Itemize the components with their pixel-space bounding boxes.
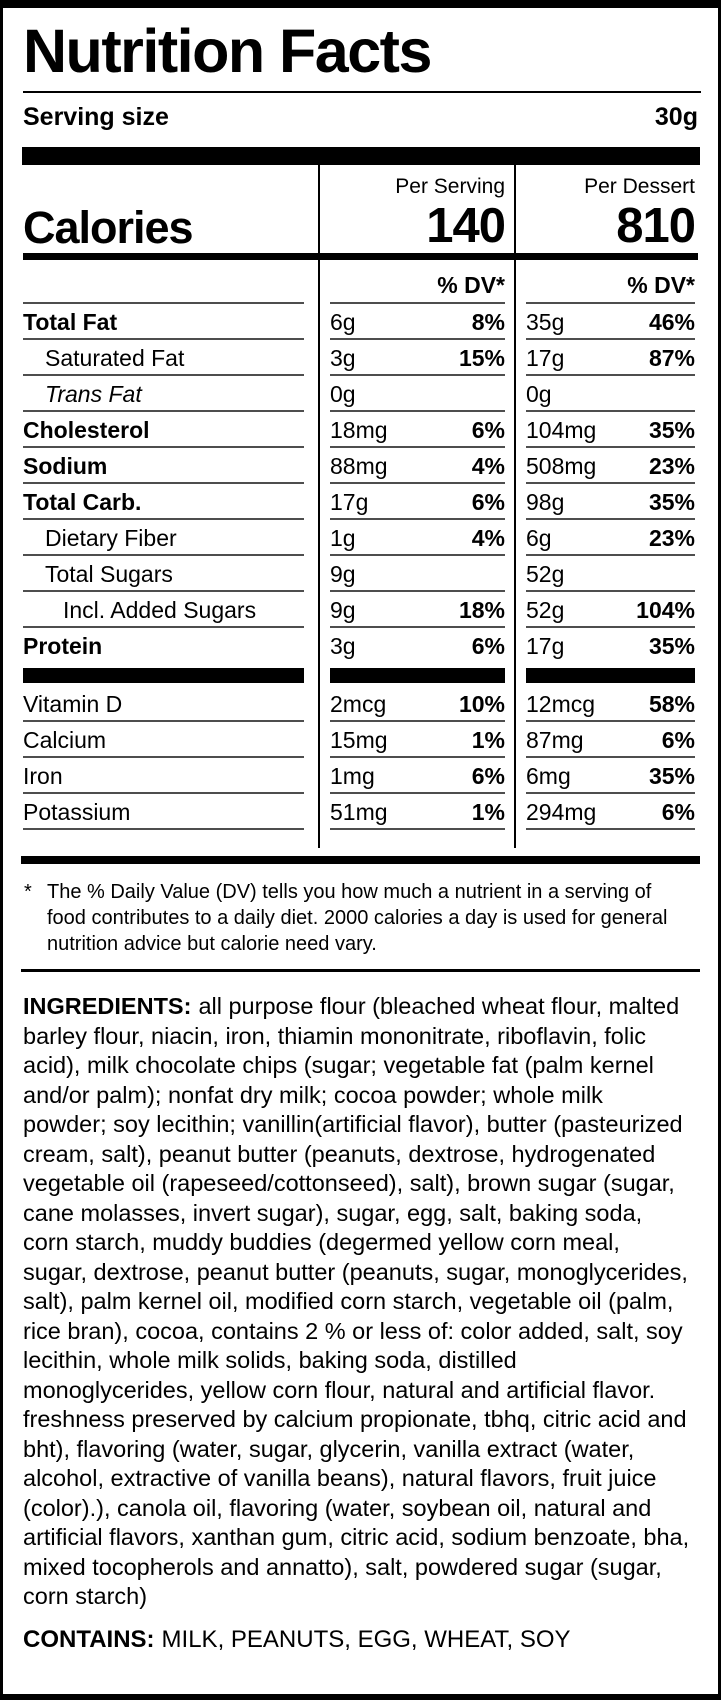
- nutrient-row-trans-fat: [23, 376, 698, 412]
- nutrient-name: Potassium: [23, 799, 131, 825]
- per-dessert-value-cell: [514, 556, 698, 592]
- amount: 52g: [526, 597, 565, 623]
- daily-value-percent: 10%: [458, 691, 505, 717]
- per-serving-value-cell: [318, 722, 514, 758]
- nutrient-name-cell: [23, 794, 318, 830]
- daily-value-percent: 58%: [648, 691, 695, 717]
- footnote-divider-rule: [21, 969, 700, 972]
- per-serving-value-cell: [318, 758, 514, 794]
- per-serving-dv-header: % DV*: [318, 260, 514, 304]
- amount: 0g: [330, 381, 356, 407]
- section-separator-row: [23, 664, 698, 686]
- per-dessert-value-cell: [514, 722, 698, 758]
- nutrient-row-protein: [23, 628, 698, 664]
- daily-value-percent: 23%: [648, 453, 695, 479]
- amount: 12mcg: [526, 691, 596, 717]
- nutrient-name-cell: [23, 628, 318, 664]
- title-rule: [23, 91, 701, 93]
- daily-value-percent: 87%: [648, 345, 695, 371]
- nutrient-rows: [3, 304, 718, 664]
- amount: 17g: [526, 633, 565, 659]
- daily-value-percent: 8%: [471, 309, 505, 335]
- daily-value-percent: 104%: [636, 597, 695, 623]
- calories-section: [23, 165, 698, 260]
- per-serving-value-cell: [318, 520, 514, 556]
- amount: 17g: [526, 345, 565, 371]
- daily-value-percent: 23%: [648, 525, 695, 551]
- nutrient-row-incl-added-sugars: [23, 592, 698, 628]
- micronutrient-rows: [3, 686, 718, 830]
- daily-value-header-row: [23, 260, 698, 304]
- nutrient-name: Sodium: [23, 453, 108, 479]
- nutrient-row-saturated-fat: [23, 340, 698, 376]
- serving-size-value: 30g: [654, 103, 698, 131]
- nutrient-row-iron: [23, 758, 698, 794]
- contains-text: MILK, PEANUTS, EGG, WHEAT, SOY: [161, 1625, 571, 1653]
- nutrient-name-cell: [23, 376, 318, 412]
- per-serving-value-cell: [318, 628, 514, 664]
- nutrient-name-cell: [23, 340, 318, 376]
- amount: 1mg: [330, 763, 375, 789]
- nutrient-row-dietary-fiber: [23, 520, 698, 556]
- table-bottom-spacer: [23, 830, 698, 848]
- daily-value-percent: 18%: [458, 597, 505, 623]
- daily-value-percent: 1%: [471, 727, 505, 753]
- amount: 15mg: [330, 727, 388, 753]
- separator-bar-top: [22, 147, 700, 165]
- per-dessert-value-cell: [514, 794, 698, 830]
- nutrient-row-calcium: [23, 722, 698, 758]
- nutrient-name: Calcium: [23, 727, 107, 753]
- daily-value-percent: 6%: [661, 799, 695, 825]
- per-serving-value-cell: [318, 376, 514, 412]
- nutrient-name: Saturated Fat: [45, 345, 185, 371]
- amount: 6mg: [526, 763, 571, 789]
- per-dessert-value-cell: [514, 520, 698, 556]
- separator-segment: [318, 664, 514, 686]
- nutrient-name-cell: [23, 448, 318, 484]
- dv-footnote: [24, 879, 694, 957]
- nutrient-name-cell: [23, 592, 318, 628]
- daily-value-percent: 6%: [471, 489, 505, 515]
- per-serving-value-cell: [318, 686, 514, 722]
- dv-header-spacer: [23, 260, 318, 304]
- per-dessert-value-cell: [514, 412, 698, 448]
- nutrient-name: Total Carb.: [23, 489, 142, 515]
- amount: 9g: [330, 597, 356, 623]
- per-dessert-value-cell: [514, 340, 698, 376]
- per-dessert-value-cell: [514, 376, 698, 412]
- daily-value-percent: 35%: [648, 633, 695, 659]
- per-serving-value-cell: [318, 340, 514, 376]
- nutrient-name: Total Sugars: [45, 561, 173, 587]
- nutrient-name-cell: [23, 484, 318, 520]
- daily-value-percent: 1%: [471, 799, 505, 825]
- footnote-asterisk: *: [24, 881, 32, 903]
- amount: 17g: [330, 489, 369, 515]
- contains-label: CONTAINS:: [23, 1625, 155, 1653]
- nutrient-row-total-sugars: [23, 556, 698, 592]
- amount: 3g: [330, 345, 356, 371]
- amount: 87mg: [526, 727, 584, 753]
- contains-line: [23, 1625, 690, 1655]
- per-dessert-value-cell: [514, 758, 698, 794]
- per-serving-calories-cell: [318, 165, 514, 260]
- per-serving-column-header: Per Serving: [395, 175, 505, 198]
- amount: 51mg: [330, 799, 388, 825]
- daily-value-percent: 35%: [648, 763, 695, 789]
- nutrient-name-cell: [23, 412, 318, 448]
- label-title: Nutrition Facts: [23, 17, 431, 85]
- per-serving-value-cell: [318, 592, 514, 628]
- daily-value-percent: 35%: [648, 489, 695, 515]
- daily-value-percent: 6%: [471, 763, 505, 789]
- per-serving-value-cell: [318, 484, 514, 520]
- per-dessert-value-cell: [514, 484, 698, 520]
- per-dessert-value-cell: [514, 592, 698, 628]
- amount: 104mg: [526, 417, 597, 443]
- serving-size-label: Serving size: [23, 103, 169, 131]
- per-serving-value-cell: [318, 556, 514, 592]
- daily-value-percent: 46%: [648, 309, 695, 335]
- daily-value-percent: 4%: [471, 525, 505, 551]
- per-serving-value-cell: [318, 412, 514, 448]
- nutrient-name-cell: [23, 686, 318, 722]
- nutrient-row-sodium: [23, 448, 698, 484]
- nutrient-row-vitamin-d: [23, 686, 698, 722]
- nutrient-name: Total Fat: [23, 309, 118, 335]
- amount: 18mg: [330, 417, 388, 443]
- separator-segment: [514, 664, 698, 686]
- nutrient-name-cell: [23, 520, 318, 556]
- amount: 98g: [526, 489, 565, 515]
- amount: 0g: [526, 381, 552, 407]
- amount: 88mg: [330, 453, 388, 479]
- per-dessert-value-cell: [514, 686, 698, 722]
- per-dessert-value-cell: [514, 448, 698, 484]
- per-serving-value-cell: [318, 448, 514, 484]
- nutrient-name-cell: [23, 722, 318, 758]
- ingredients-text: all purpose flour (bleached wheat flour, malted barley flour, niacin, iron, thiamin mononitrate, riboflavin, folic acid), milk chocolate chips (sugar; vegetable fat (palm kernel and/or palm); nonfat dry milk; cocoa powder; whole milk powder; soy lecithin; vanillin(artificial flavor), butter (pasteurized cream, salt), peanut butter (peanuts, dextrose, hydrogenated vegetable oil (rapeseed/cottonseed), salt), brown sugar (sugar, cane molasses, invert sugar), sugar, egg, salt, baking soda, corn starch, muddy buddies (degermed yellow corn meal, sugar, dextrose, peanut butter (peanuts, sugar, monoglycerides, salt), palm kernel oil, modified corn starch, vegetable oil (palm, rice bran), cocoa, contains 2 % or less of: color added, salt, soy lecithin, whole milk solids, baking soda, distilled monoglycerides, yellow corn flour, natural and artificial flavor. freshness preserved by calcium propionate, tbhq, citric acid and bht), flavoring (water, sugar, glycerin, vanilla extract (water, alcohol, extractive of vanilla beans), natural flavors, fruit juice (color).), canola oil, flavoring (water, soybean oil, natural and artificial flavors, xanthan gum, citric acid, sodium benzoate, bha, mixed tocopherols and annatto), salt, powdered sugar (sugar, corn starch): [23, 993, 690, 1609]
- nutrient-name-cell: [23, 304, 318, 340]
- per-dessert-calories-value: 810: [616, 199, 695, 253]
- amount: 2mcg: [330, 691, 387, 717]
- per-dessert-column-header: Per Dessert: [584, 175, 695, 198]
- amount: 508mg: [526, 453, 597, 479]
- calories-label: Calories: [23, 202, 193, 253]
- nutrient-row-cholesterol: [23, 412, 698, 448]
- nutrient-name: Protein: [23, 633, 103, 659]
- per-serving-calories-value: 140: [426, 199, 505, 253]
- amount: 294mg: [526, 799, 597, 825]
- ingredients-paragraph: [23, 992, 690, 1612]
- daily-value-percent: 35%: [648, 417, 695, 443]
- per-dessert-value-cell: [514, 628, 698, 664]
- nutrient-row-total-carb: [23, 484, 698, 520]
- nutrient-row-potassium: [23, 794, 698, 830]
- daily-value-percent: 6%: [471, 633, 505, 659]
- nutrient-name-cell: [23, 758, 318, 794]
- serving-size-row: [23, 103, 698, 134]
- amount: 6g: [330, 309, 356, 335]
- nutrient-name: Trans Fat: [45, 381, 142, 407]
- nutrient-name: Iron: [23, 763, 63, 789]
- daily-value-percent: 6%: [471, 417, 505, 443]
- amount: 6g: [526, 525, 552, 551]
- per-serving-value-cell: [318, 304, 514, 340]
- per-dessert-value-cell: [514, 304, 698, 340]
- amount: 35g: [526, 309, 565, 335]
- per-serving-value-cell: [318, 794, 514, 830]
- nutrient-name: Vitamin D: [23, 691, 123, 717]
- separator-bar-bottom: [21, 856, 700, 864]
- daily-value-percent: 4%: [471, 453, 505, 479]
- nutrient-name: Dietary Fiber: [45, 525, 177, 551]
- nutrient-name-cell: [23, 556, 318, 592]
- nutrient-name: Cholesterol: [23, 417, 150, 443]
- daily-value-percent: 15%: [458, 345, 505, 371]
- amount: 3g: [330, 633, 356, 659]
- separator-segment: [23, 664, 318, 686]
- amount: 1g: [330, 525, 356, 551]
- amount: 9g: [330, 561, 356, 587]
- footnote-text: The % Daily Value (DV) tells you how much a nutrient in a serving of food contributes to a daily diet. 2000 calories a day is used for general nutrition advice but calorie need vary.: [47, 881, 668, 955]
- nutrient-name: Incl. Added Sugars: [63, 597, 257, 623]
- daily-value-percent: 6%: [661, 727, 695, 753]
- ingredients-label: INGREDIENTS:: [23, 993, 192, 1019]
- per-dessert-calories-cell: [514, 165, 698, 260]
- calories-label-cell: [23, 165, 318, 260]
- nutrient-row-total-fat: [23, 304, 698, 340]
- amount: 52g: [526, 561, 565, 587]
- per-dessert-dv-header: % DV*: [514, 260, 698, 304]
